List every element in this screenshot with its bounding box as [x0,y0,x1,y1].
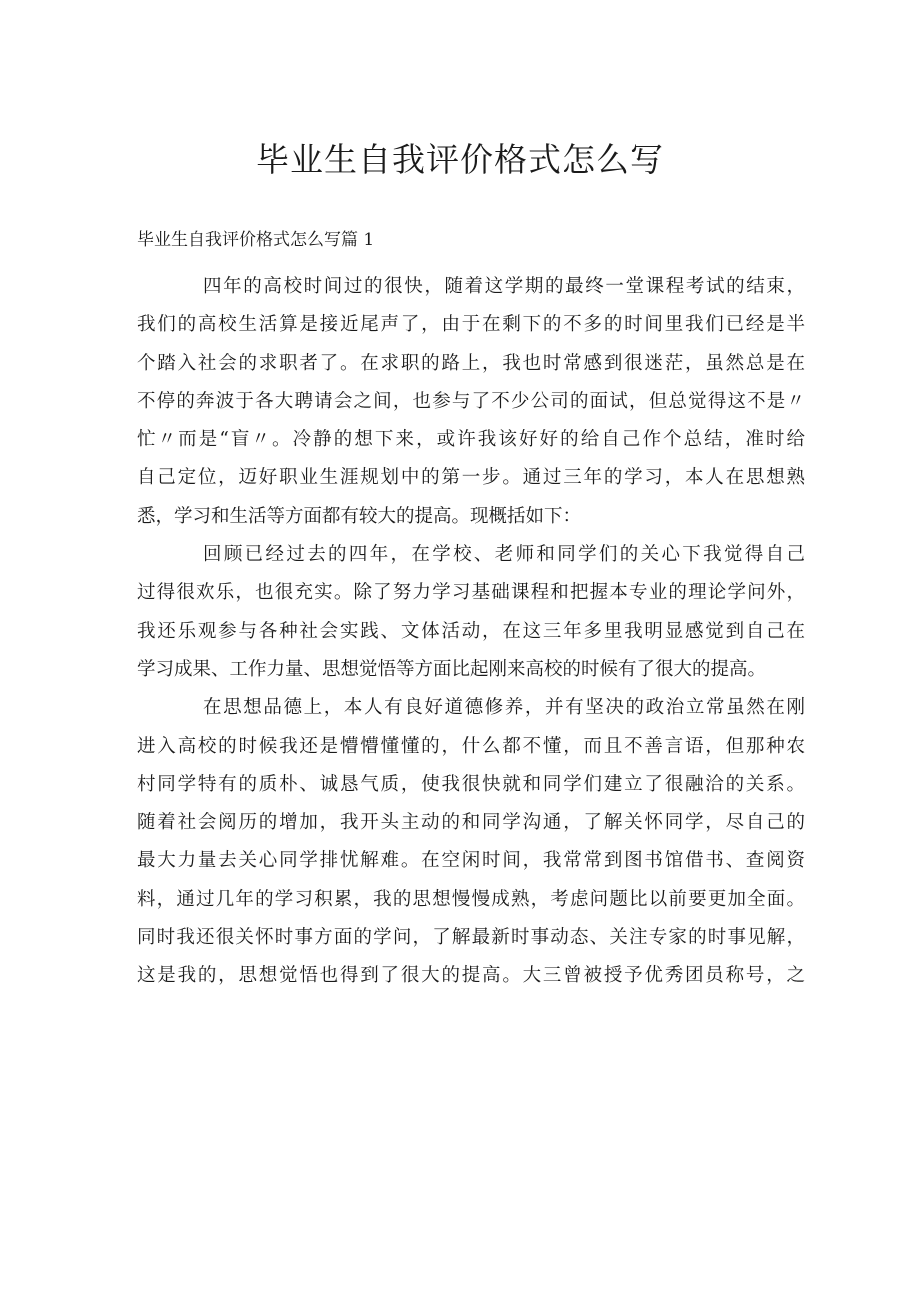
paragraph-line: 进入高校的时候我还是懵懵懂懂的，什么都不懂，而且不善言语，但那种农 [137,735,805,757]
paragraph-line: 在思想品德上，本人有良好道德修养，并有坚决的政治立常虽然在刚 [203,697,805,719]
section-heading: 毕业生自我评价格式怎么写篇 1 [137,230,375,250]
paragraph-2 [137,536,805,689]
paragraph-line: 过得很欢乐，也很充实。除了努力学习基础课程和把握本专业的理论学问外， [137,582,805,604]
paragraph-line: 不停的奔波于各大聘请会之间，也参与了不少公司的面试，但总觉得这不是〃 [137,390,805,412]
document-body [137,268,805,996]
paragraph-line: 同时我还很关怀时事方面的学问，了解最新时事动态、关注专家的时事见解， [137,927,805,949]
paragraph-line: 四年的高校时间过的很快，随着这学期的最终一堂课程考试的结束， [203,276,805,297]
paragraph-3 [137,689,805,995]
paragraph-line: 我们的高校生活算是接近尾声了，由于在剩下的不多的时间里我们已经是半 [137,314,805,336]
paragraph-line: 学习成果、工作力量、思想觉悟等方面比起刚来高校的时候有了很大的提高。 [137,658,767,680]
paragraph-1 [137,268,805,536]
paragraph-line: 悉，学习和生活等方面都有较大的提高。现概括如下： [137,505,582,527]
paragraph-line: 料，通过几年的学习积累，我的思想慢慢成熟，考虑问题比以前要更加全面。 [137,888,805,910]
paragraph-line: 自己定位，迈好职业生涯规划中的第一步。通过三年的学习，本人在思想熟 [137,467,805,489]
document-title: 毕业生自我评价格式怎么写 [256,140,664,179]
paragraph-line: 我还乐观参与各种社会实践、文体活动，在这三年多里我明显感觉到自己在 [137,620,805,642]
paragraph-line: 这是我的，思想觉悟也得到了很大的提高。大三曾被授予优秀团员称号，之 [137,965,805,987]
paragraph-line: 个踏入社会的求职者了。在求职的路上，我也时常感到很迷茫，虽然总是在 [137,352,805,374]
paragraph-line: 最大力量去关心同学排忧解难。在空闲时间，我常常到图书馆借书、查阅资 [137,850,805,872]
paragraph-line: 回顾已经过去的四年，在学校、老师和同学们的关心下我觉得自己 [203,544,805,566]
paragraph-line: 随着社会阅历的增加，我开头主动的和同学沟通，了解关怀同学，尽自己的 [137,812,805,834]
paragraph-line: 村同学特有的质朴、诚恳气质，使我很快就和同学们建立了很融洽的关系。 [137,773,805,795]
paragraph-line: 忙〃而是“盲〃。冷静的想下来，或许我该好好的给自己作个总结，准时给 [137,429,805,451]
